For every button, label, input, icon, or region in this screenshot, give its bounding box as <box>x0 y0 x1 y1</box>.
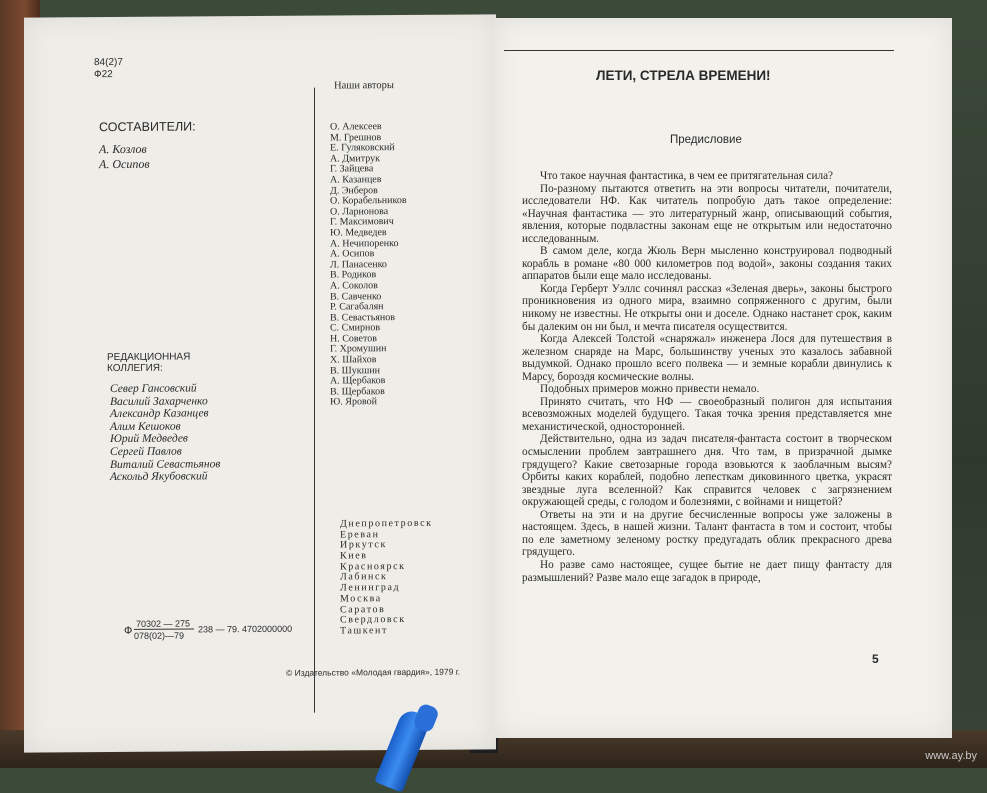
author-name: Х. Шайхов <box>330 354 377 366</box>
chapter-title: ЛЕТИ, СТРЕЛА ВРЕМЕНИ! <box>596 68 771 83</box>
author-name: В. Шукшин <box>330 364 381 377</box>
editorial-heading: КОЛЛЕГИЯ: <box>107 362 163 375</box>
preface-heading: Предисловие <box>670 134 742 146</box>
city-name: Киев <box>340 550 368 562</box>
preface-body <box>522 170 892 584</box>
author-name: А. Нечипоренко <box>330 237 399 250</box>
compilers-heading: СОСТАВИТЕЛИ: <box>99 119 196 135</box>
editorial-heading: РЕДАКЦИОННАЯ <box>107 351 191 364</box>
right-page <box>494 18 952 738</box>
editor-name: Сергей Павлов <box>110 445 182 459</box>
author-name: О. Алексеев <box>330 121 382 133</box>
city-name: Свердловск <box>340 614 406 626</box>
left-page <box>24 14 496 752</box>
author-name: Л. Панасенко <box>330 258 387 271</box>
author-name: С. Смирнов <box>330 322 381 334</box>
author-name: О. Ларионова <box>330 205 389 218</box>
author-name: Д. Энберов <box>330 184 378 197</box>
header-rule <box>504 50 894 51</box>
library-code-bottom: Ф22 <box>94 69 113 81</box>
city-name: Ленинград <box>340 582 401 594</box>
editor-name: Аскольд Якубовский <box>110 470 208 484</box>
page-number: 5 <box>872 652 879 666</box>
paragraph: По-разному пытаются ответить на эти вопросы читатели, почитатели, исследователи НФ. Как читатель попробую дать такое определение: «Научная фантастика — это литературный жанр, описывающий события, явления, которые подвластны законам еще не открытым или недостаточно исследованным. <box>522 182 892 245</box>
author-name: А. Осипов <box>330 248 375 260</box>
author-name: Е. Гуляковский <box>330 142 395 154</box>
author-name: А. Казанцев <box>330 174 382 186</box>
author-name: М. Грешнов <box>330 131 382 144</box>
city-name: Ереван <box>340 528 380 541</box>
city-name: Иркутск <box>340 539 387 551</box>
column-divider <box>314 88 315 713</box>
editor-name: Василий Захарченко <box>110 394 208 408</box>
paragraph: Действительно, одна из задач писателя-фантаста состоит в творческом осмыслении проблем завтрашнего дня. Что там, в призрачной дымке грядущего? Какие светозарные города взовьются к заоблачным высям? Орбиты каких кораблей, подобно лепесткам диковинного цветка, украсят звездные луга вселенной? Как справится человек с загрязнением окружающей среды, с голодом и болезнями, с войнами и нищетой? <box>522 433 892 509</box>
author-name: Ю. Яровой <box>330 396 377 408</box>
copyright-line: © Издательство «Молодая гвардия», 1979 г. <box>286 666 461 678</box>
author-name: В. Родиков <box>330 269 377 281</box>
author-name: А. Соколов <box>330 280 378 292</box>
author-name: В. Савченко <box>330 290 382 303</box>
paragraph: В самом деле, когда Жюль Верн мысленно конструировал подводный корабль в романе «80 000 километров под водой», законы создания таких аппаратов были еще мало исследованы. <box>522 245 892 283</box>
paragraph: Но разве само настоящее, сущее бытие не дает пищу фантасту для размышлений? Разве мало еще загадок в природе, <box>522 558 892 584</box>
author-name: О. Корабельников <box>330 195 407 207</box>
catalog-code-letter: Ф <box>124 624 133 637</box>
editor-name: Юрий Медведев <box>110 432 188 446</box>
city-name: Ташкент <box>340 624 388 637</box>
paragraph: Что такое научная фантастика, в чем ее притягательная сила? <box>540 170 834 182</box>
watermark: www.ay.by <box>925 750 977 762</box>
catalog-code-denominator: 078(02)—79 <box>134 630 185 641</box>
catalog-code-tail: 238 — 79. 4702000000 <box>198 623 293 635</box>
author-name: Г. Максимович <box>330 216 394 228</box>
city-name: Днепропетровск <box>340 517 433 530</box>
author-name: Г. Хромушин <box>330 343 387 355</box>
paragraph: Подобных примеров можно привести немало. <box>540 383 760 396</box>
author-name: А. Щербаков <box>330 375 386 387</box>
paragraph: Ответы на эти и на другие бесчисленные вопросы уже заложены в настоящем. Здесь, в нашей жизни. Талант фантаста в том и состоит, чтобы по еле заметному зеленому ростку предугадать облик прекрасного древа грядущего. <box>522 508 892 559</box>
city-name: Лабинск <box>340 571 388 583</box>
author-name: Г. Зайцева <box>330 163 374 175</box>
editor-name: Алим Кешоков <box>110 420 181 433</box>
paragraph: Когда Алексей Толстой «снаряжал» инженера Лося для путешествия в железном снаряде на Марс, большинству ученых это казалось забавной выдумкой. Однако прошло всего полвека — и земные корабли двинулись к Марсу, бороздя космические волны. <box>522 333 892 383</box>
author-name: В. Севастьянов <box>330 311 395 324</box>
author-name: Н. Советов <box>330 333 377 345</box>
paragraph: Принято считать, что НФ — своеобразный полигон для испытания всевозможных моделей будущего. Такая точка зрения представляется мне механистической, односторонней. <box>522 395 892 433</box>
compiler-name: А. Осипов <box>99 156 150 172</box>
author-name: Р. Сагабалян <box>330 301 384 313</box>
author-name: Ю. Медведев <box>330 227 387 239</box>
editor-name: Север Гансовский <box>110 382 197 396</box>
cities-list <box>340 519 433 637</box>
library-code-top: 84(2)7 <box>94 56 123 69</box>
paragraph: Когда Герберт Уэллс сочинял рассказ «Зеленая дверь», законы быстрого проникновения из одного мира, взаимно сопряженного с другим, были никому не известны. Не открыты они и доселе. Однако настанет срок, каким бы далеким он ни был, и мечта писателя осуществится. <box>522 282 892 333</box>
authors-list <box>330 122 407 409</box>
catalog-code-numerator: 70302 — 275 <box>136 618 191 629</box>
city-name: Саратов <box>340 603 386 615</box>
editor-name: Александр Казанцев <box>110 407 209 421</box>
editor-name: Виталий Севастьянов <box>110 457 221 471</box>
author-name: А. Дмитрук <box>330 152 380 165</box>
catalog-code-fraction-line <box>134 628 194 629</box>
compiler-name: А. Козлов <box>99 141 147 157</box>
city-name: Москва <box>340 592 382 605</box>
author-name: В. Щербаков <box>330 385 385 398</box>
editors-list <box>110 382 220 484</box>
city-name: Красноярск <box>340 560 406 573</box>
authors-heading: Наши авторы <box>334 80 394 92</box>
